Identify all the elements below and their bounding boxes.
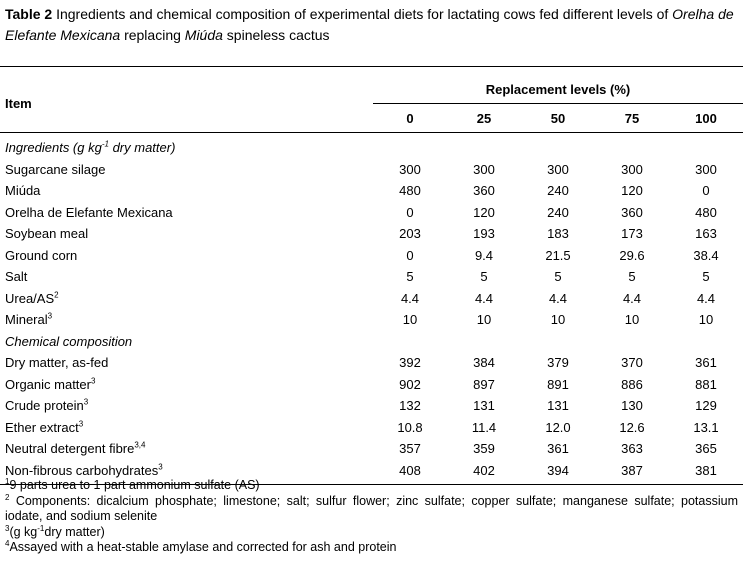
cell-value: 29.6 [619, 247, 645, 263]
cell-value: 131 [473, 398, 495, 414]
cell-value: 357 [399, 441, 421, 457]
cell-value: 10.8 [397, 419, 423, 435]
footnote-text: Assayed with a heat-stable amylase and corrected for ash and protein [9, 540, 397, 554]
cell-value: 881 [695, 376, 717, 392]
diet-composition-table [0, 66, 743, 485]
table-row [0, 180, 743, 202]
cell-value: 5 [480, 269, 488, 285]
cell-value: 0 [702, 183, 710, 199]
cell-value: 300 [695, 161, 717, 177]
footnote [5, 540, 738, 556]
row-label [0, 417, 373, 439]
header-level: 75 [595, 104, 669, 133]
cell-value: 120 [473, 204, 495, 220]
cell-value: 361 [695, 355, 717, 371]
row-label-footnote: 3 [158, 462, 163, 472]
section-title [0, 331, 743, 353]
row-label [0, 352, 373, 374]
section-title [0, 137, 743, 159]
table-row [0, 202, 743, 224]
row-label-footnote: 3,4 [134, 440, 146, 450]
footnote-text: (g kg [9, 524, 38, 539]
cell-value: 300 [399, 161, 421, 177]
table-row [0, 223, 743, 245]
row-label [0, 395, 373, 417]
footnotes [5, 478, 738, 556]
cell-value: 381 [695, 462, 717, 478]
cell-value: 193 [473, 226, 495, 242]
row-label-text: Sugarcane silage [5, 161, 106, 177]
footnote [5, 478, 738, 494]
footnote-text: dry matter) [44, 524, 105, 539]
cell-value: 12.0 [545, 419, 571, 435]
cell-value: 203 [399, 226, 421, 242]
row-label-footnote: 2 [54, 290, 59, 300]
row-label [0, 288, 373, 310]
cell-value: 480 [695, 204, 717, 220]
cell-value: 4.4 [622, 290, 642, 306]
header-group: Replacement levels (%) [373, 75, 743, 104]
row-label-text: Dry matter, as-fed [5, 355, 109, 371]
row-label [0, 223, 373, 245]
header-level: 25 [447, 104, 521, 133]
table-row [0, 352, 743, 374]
cell-value: 0 [406, 204, 414, 220]
cell-value: 5 [702, 269, 710, 285]
section-title-sup: -1 [101, 139, 109, 149]
row-label-text: Salt [5, 269, 28, 285]
caption-text: replacing [120, 27, 185, 43]
cell-value: 392 [399, 355, 421, 371]
cell-value: 4.4 [400, 290, 420, 306]
table-row [0, 438, 743, 460]
cell-value: 408 [399, 462, 421, 478]
cell-value: 129 [695, 398, 717, 414]
row-label-text: Neutral detergent fibre [5, 441, 135, 457]
row-label-text: Ether extract [5, 419, 79, 435]
cell-value: 363 [621, 441, 643, 457]
table-row [0, 245, 743, 267]
row-label [0, 374, 373, 396]
row-label-footnote: 3 [83, 397, 89, 407]
row-label-text: Ground corn [5, 247, 78, 263]
row-label-text: Urea/AS [5, 290, 55, 306]
cell-value: 359 [473, 441, 495, 457]
cell-value: 131 [547, 398, 569, 414]
cell-value: 4.4 [474, 290, 494, 306]
footnote-text: 9 parts urea to 1 part ammonium sulfate (AS) [9, 478, 260, 492]
section-title-text: Ingredients (g kg [5, 140, 102, 156]
section-title-text: dry matter) [108, 140, 176, 156]
cell-value: 130 [621, 398, 643, 414]
footnote [5, 494, 738, 525]
row-label [0, 202, 373, 224]
footnote [5, 525, 738, 541]
cell-value: 300 [473, 161, 495, 177]
cell-value: 12.6 [619, 419, 645, 435]
row-label-text: Miúda [5, 183, 41, 199]
section-title-text: Chemical composition [5, 333, 133, 349]
cell-value: 361 [547, 441, 569, 457]
cell-value: 300 [547, 161, 569, 177]
caption-text: Ingredients and chemical composition of experimental diets for lactating cows fed different levels of [52, 6, 673, 22]
cell-value: 38.4 [693, 247, 719, 263]
table-row [0, 159, 743, 181]
cell-value: 402 [473, 462, 495, 478]
cell-value: 480 [399, 183, 421, 199]
header-level: 100 [669, 104, 743, 133]
table-row [0, 417, 743, 439]
row-label-footnote: 3 [90, 376, 96, 386]
cell-value: 173 [621, 226, 643, 242]
row-label-text: Crude protein [5, 398, 84, 414]
row-label-text: Soybean meal [5, 226, 89, 242]
cell-value: 897 [473, 376, 495, 392]
cell-value: 891 [547, 376, 569, 392]
row-label [0, 180, 373, 202]
row-label [0, 159, 373, 181]
cell-value: 132 [399, 398, 421, 414]
header-level: 0 [373, 104, 447, 133]
cell-value: 21.5 [545, 247, 571, 263]
cell-value: 10 [624, 312, 640, 328]
cell-value: 4.4 [696, 290, 716, 306]
footnote-mark: 3 [5, 523, 10, 533]
row-label [0, 309, 373, 331]
cell-value: 5 [554, 269, 562, 285]
cell-value: 10 [698, 312, 714, 328]
caption-text: spineless cactus [222, 27, 330, 43]
cell-value: 886 [621, 376, 643, 392]
cell-value: 5 [628, 269, 636, 285]
table-caption [5, 4, 743, 46]
row-label [0, 245, 373, 267]
cell-value: 10 [550, 312, 566, 328]
footnote-mark: 1 [5, 476, 10, 486]
cell-value: 240 [547, 204, 569, 220]
section-row [0, 137, 743, 159]
cell-value: 5 [406, 269, 414, 285]
cell-value: 13.1 [693, 419, 719, 435]
cell-value: 4.4 [548, 290, 568, 306]
table-row [0, 309, 743, 331]
cell-value: 360 [621, 204, 643, 220]
cell-value: 360 [473, 183, 495, 199]
cell-value: 163 [695, 226, 717, 242]
row-label-text: Organic matter [5, 376, 91, 392]
cell-value: 11.4 [471, 419, 497, 435]
cell-value: 379 [547, 355, 569, 371]
cell-value: 370 [621, 355, 643, 371]
cell-value: 183 [547, 226, 569, 242]
cell-value: 394 [547, 462, 569, 478]
caption-italic: Orelha de Elefante Mexicana [5, 6, 734, 43]
row-label [0, 438, 373, 460]
header-item: Item [0, 75, 373, 133]
row-label-text: Orelha de Elefante Mexicana [5, 204, 173, 220]
footnote-mark: 2 [5, 492, 10, 502]
table-row [0, 266, 743, 288]
row-label [0, 266, 373, 288]
row-label-footnote: 3 [47, 311, 53, 321]
row-label-text: Mineral [5, 312, 48, 328]
cell-value: 240 [547, 183, 569, 199]
table-label: Table 2 [5, 6, 53, 22]
cell-value: 9.4 [474, 247, 494, 263]
section-row [0, 331, 743, 353]
table-row [0, 374, 743, 396]
cell-value: 10 [402, 312, 418, 328]
footnote-sup: -1 [37, 523, 45, 533]
cell-value: 902 [399, 376, 421, 392]
cell-value: 120 [621, 183, 643, 199]
cell-value: 10 [476, 312, 492, 328]
caption-italic: Miúda [184, 27, 223, 43]
table-row [0, 288, 743, 310]
header-level: 50 [521, 104, 595, 133]
cell-value: 0 [406, 247, 414, 263]
cell-value: 365 [695, 441, 717, 457]
table-row [0, 395, 743, 417]
cell-value: 387 [621, 462, 643, 478]
row-label-footnote: 3 [78, 419, 84, 429]
footnote-mark: 4 [5, 538, 10, 548]
row-label-text: Non-fibrous carbohydrates [5, 462, 159, 478]
cell-value: 300 [621, 161, 643, 177]
footnote-text: Components: dicalcium phosphate; limestone; salt; sulfur flower; zinc sulfate; copper sulfate; manganese sulfate; potassium iodate, and sodium selenite [5, 493, 738, 523]
cell-value: 384 [473, 355, 495, 371]
